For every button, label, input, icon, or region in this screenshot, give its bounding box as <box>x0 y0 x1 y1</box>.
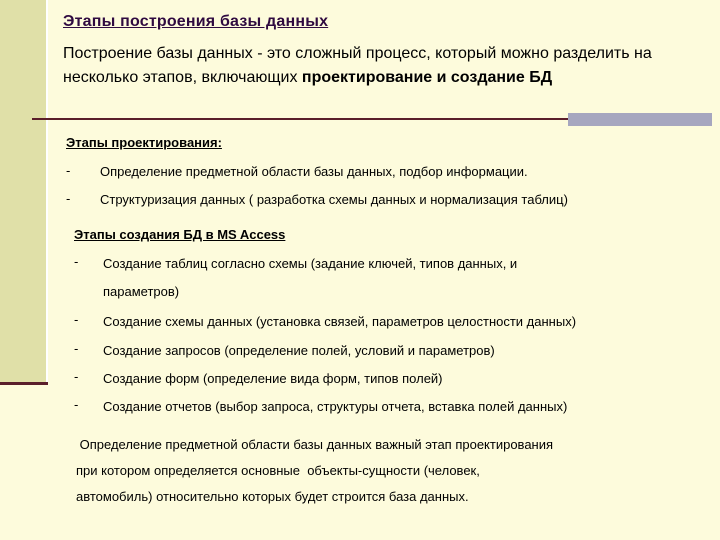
note-line-2: при котором определяется основные объекты-сущности (человек, <box>76 463 480 478</box>
bullet-dash: - <box>66 163 71 178</box>
bullet-dash: - <box>74 369 79 384</box>
bullet-dash: - <box>66 191 71 206</box>
intro-paragraph <box>63 42 713 90</box>
creation-item-2: Создание схемы данных (установка связей, параметров целостности данных) <box>103 314 577 329</box>
note-line-3: автомобиль) относительно которых будет строится база данных. <box>76 489 469 504</box>
header-divider-block <box>568 113 712 126</box>
bullet-dash: - <box>74 254 79 269</box>
creation-item-1: Создание таблиц согласно схемы (задание ключей, типов данных, и <box>103 256 518 271</box>
bullet-dash: - <box>74 312 79 327</box>
design-item-1: Определение предметной области базы данных, подбор информации. <box>100 164 528 179</box>
left-band-divider <box>46 0 48 385</box>
intro-text: Построение базы данных - это сложный процесс, который можно разделить на несколько этапов, включающих <box>63 45 652 86</box>
bullet-dash: - <box>74 341 79 356</box>
creation-item-4: Создание форм (определение вида форм, типов полей) <box>103 371 443 386</box>
slide-title: Этапы построения базы данных <box>63 13 329 30</box>
intro-bold-text: проектирование и создание БД <box>301 69 553 86</box>
creation-item-3: Создание запросов (определение полей, условий и параметров) <box>103 343 495 358</box>
creation-stages-heading: Этапы создания БД в MS Access <box>74 227 286 242</box>
closing-note <box>76 432 696 510</box>
left-band-base-line <box>0 382 48 385</box>
design-item-2: Структуризация данных ( разработка схемы данных и нормализация таблиц) <box>100 192 568 207</box>
left-decorative-band <box>0 0 46 385</box>
note-line-1: Определение предметной области базы данных важный этап проектирования <box>76 437 554 452</box>
design-stages-heading: Этапы проектирования: <box>66 135 222 150</box>
creation-item-1-continuation: параметров) <box>103 284 180 299</box>
bullet-dash: - <box>74 397 79 412</box>
creation-item-5: Создание отчетов (выбор запроса, структуры отчета, вставка полей данных) <box>103 399 568 414</box>
